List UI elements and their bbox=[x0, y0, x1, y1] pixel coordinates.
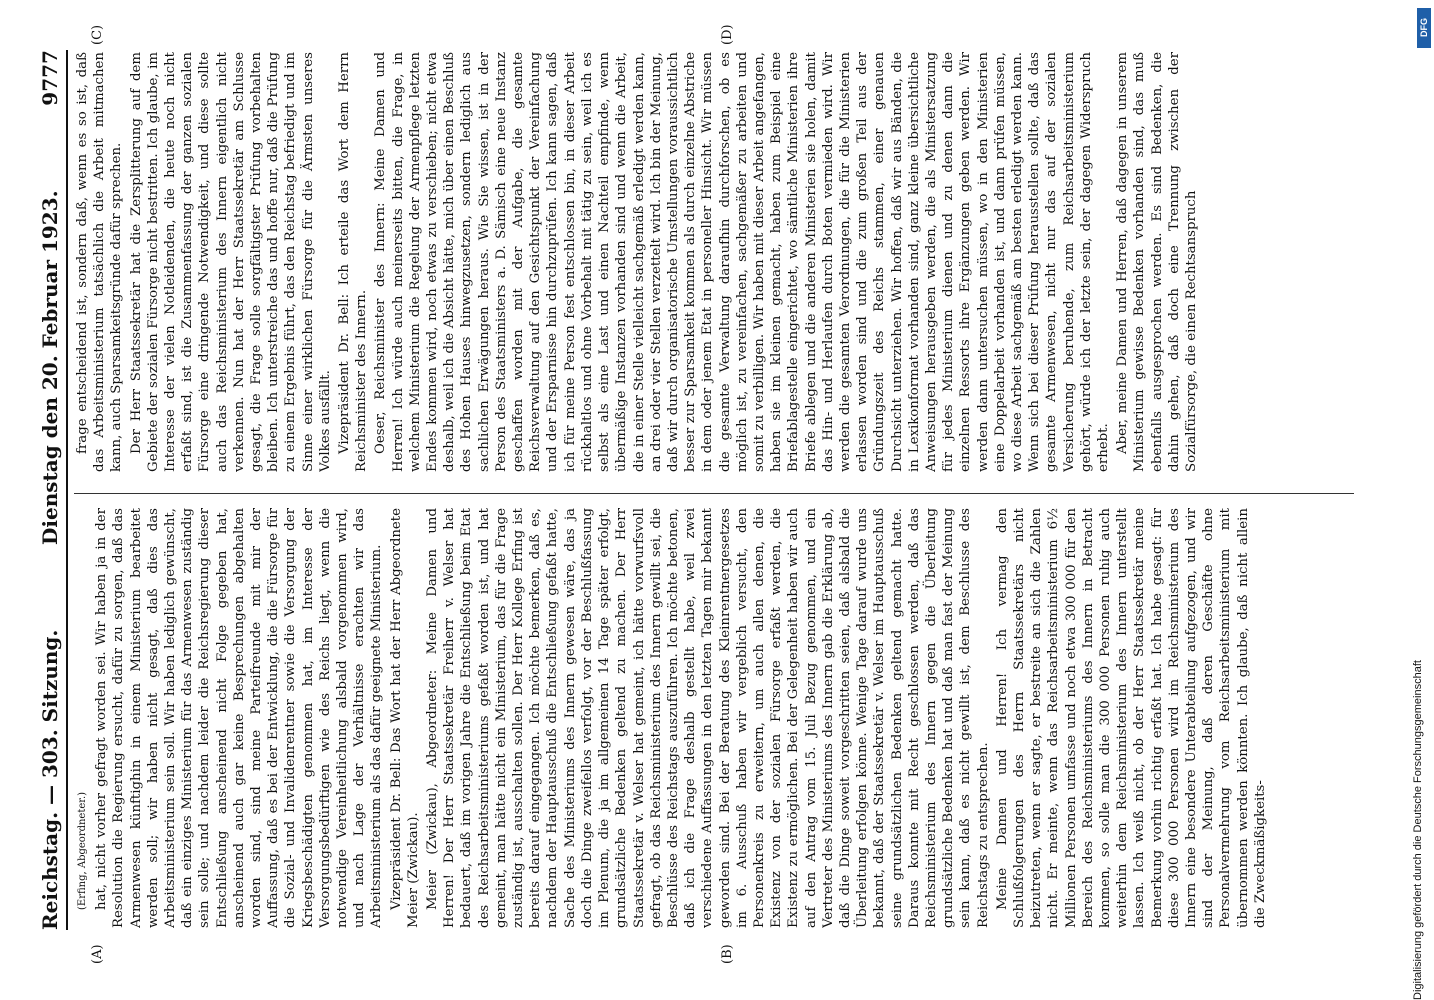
margin-mark-c: (C) bbox=[90, 24, 105, 45]
paragraph: Meier (Zwickau), Abgeordneter: Meine Damen und Herren! Der Herr Staatssekretär Freiherr v. Welser hat bedauert, daß im vorigen Jahre die Entschließung beim Etat des Reichsarbeitsministeriums gefaßt worden ist, und hat gemeint, man hätte nicht ein Ministerium, das für die Frage zuständig ist, ausschalten sollen. Der Herr Kollege Erfing ist bereits darauf eingegangen. Ich möchte bemerken, daß es, nachdem der Hauptausschuß die Entschließung gefaßt hatte, Sache des Ministeriums des Innern gewesen wäre, das ja doch die Dinge zweifellos verfolgt, vor der Beschlußfassung im Plenum, die ja im allgemeinen 14 Tage später erfolgt, grundsätzliche Bedenken geltend zu machen. Der Herr Staatssekretär v. Welser hat gemeint, ich hätte vorwurfsvoll gefragt, ob das Reichsministerium des Innern gewillt sei, die Beschlüsse des Reichstags auszuführen. Ich möchte betonen, daß ich die Frage deshalb gestellt habe, weil zwei verschiedene Auffassungen in den letzten Tagen mir bekannt geworden sind. Bei der Beratung des Kleinrentnergesetzes im 6. Ausschuß haben wir vergeblich versucht, den Personenkreis zu erweitern, um auch allen denen, die Existenz von der sozialen Fürsorge erfaßt werden, die Existenz zu ermöglichen. Bei der Gelegenheit haben wir auch auf den Antrag vom 15. Juli Bezug genommen, und ein Vertreter des Ministeriums des Innern gab die Erklärung ab, daß die Dinge soweit vorgeschritten seien, daß alsbald die Überleitung erfolgen könne. Wenige Tage darauf wurde uns bekannt, daß der Staatssekretär v. Welser im Hauptausschuß seine grundsätzlichen Bedenken geltend gemacht hatte. Daraus konnte mit Recht geschlossen werden, daß das Reichsministerium des Innern gegen die Überleitung grundsätzliche Bedenken hat und daß man fast der Meinung sein kann, daß es nicht gewillt ist, dem Beschlusse des Reichstags zu entsprechen. bbox=[425, 508, 991, 928]
column-divider bbox=[74, 493, 1354, 494]
paragraph: Vizepräsident Dr. Bell: Das Wort hat der Herr Abgeordnete Meier (Zwickau). bbox=[388, 508, 421, 928]
right-column bbox=[74, 52, 1364, 472]
paragraph: Meine Damen und Herren! Ich vermag den Schlußfolgerungen des Herrn Staatssekretärs nicht beizutreten, wenn er sagte, er bestreite an sich die Zahlen nicht. Er meinte, wenn das Reichsarbeitsministerium 6½ Millionen Personen umfasse und noch etwa 300 000 für den Bereich des Reichsministeriums des Innern in Betracht kommen, so solle man die 300 000 Personen ruhig auch weiterhin dem Reichsministerium des Innern unterstellt lassen. Ich weiß nicht, ob der Herr Staatssekretär meine Bemerkung vorhin richtig erfaßt hat. Ich habe gesagt: für diese 300 000 Personen wird im Reichsministerium des Innern eine besondere Unterabteilung aufgezogen, und wir sind der Meinung, daß deren Geschäfte ohne Personalvermehrung vom Reichsarbeitsministerium mit übernommen werden könnten. Ich glaube, daß nicht allein die Zweckmäßigkeits- bbox=[994, 508, 1268, 928]
paragraph: Oeser, Reichsminister des Innern: Meine Damen und Herren! Ich würde auch meinerseits bitten, die Frage, in welchem Ministerium die Regelung der Armenpflege letzten Endes kommen wird, noch etwas zu verschieben; nicht etwa deshalb, weil ich die Absicht hätte, mich über einen Beschluß des Hohen Hauses hinwegzusetzen, sondern lediglich aus sachlichen Erwägungen heraus. Wie Sie wissen, ist in der Person des Staatsministers a. D. Sämisch eine neue Instanz geschaffen worden mit der Aufgabe, die gesamte Reichsverwaltung auf den Gesichtspunkt der Vereinfachung und der Ersparnisse hin durchzuprüfen. Ich kann sagen, daß ich für meine Person fest entschlossen bin, in dieser Arbeit rückhaltlos und ohne Vorbehalt mit tätig zu sein, weil ich es selbst als eine Last und einen Nachteil empfinde, wenn übermäßige Instanzen vorhanden sind und wenn die Arbeit, die in einer Stelle vielleicht sachgemäß erledigt werden kann, an drei oder vier Stellen verzettelt wird. Ich bin der Meinung, daß wir durch organisatorische Umstellungen voraussichtlich besser zur Sparsamkeit kommen als durch einzelne Abstriche in dem oder jenem Etat in personeller Hinsicht. Wir müssen die gesamte Verwaltung daraufhin durchforschen, ob es möglich ist, zu vereinfachen, sachgemäßer zu arbeiten und somit zu verbilligen. Wir haben mit dieser Arbeit angefangen, haben sie im kleinen gemacht, haben zum Beispiel eine Briefablagestelle eingerichtet, wo sämtliche Ministerien ihre Briefe ablegen und die anderen Ministerien sie holen, damit das Hin- und Herlaufen durch Boten vermieden wird. Wir werden die gesamten Verordnungen, die für die Ministerien erlassen worden sind und die zum großen Teil aus der Gründungszeit des Reichs stammen, einer genauen Durchsicht unterziehen. Wir hoffen, daß wir aus Bänden, die in Lexikonformat vorhanden sind, ganz kleine übersichtliche Anweisungen herausgeben werden, die als Ministersatzung für jedes Ministerium dienen und zu denen dann die einzelnen Ressorts ihre Ergänzungen geben werden. Wir werden dann untersuchen müssen, wo in den Ministerien eine Doppelarbeit vorhanden ist, und dann prüfen müssen, wo diese Arbeit sachgemäß am besten erledigt werden kann. Wenn sich bei dieser Prüfung herausstellen sollte, daß das gesamte Armenwesen, nicht nur das auf der sozialen Versicherung beruhende, zum Reichsarbeitsministerium gehört, würde ich der letzte sein, der dagegen Widerspruch erhebt. bbox=[373, 52, 1111, 472]
paragraph: hat, nicht vorher gefragt worden sei. Wir haben ja in der Resolution die Regierung ersucht, dafür zu sorgen, daß das Armenwesen künftighin in einem Ministerium bearbeitet werden soll; wir haben nicht gesagt, daß dies das Arbeitsministerium sein soll. Wir haben lediglich gewünscht, daß ein einziges Ministerium für das Armenwesen zuständig sein solle; und nachdem leider die Reichsregierung dieser Entschließung anscheinend nicht Folge gegeben hat, anscheinend auch gar keine Besprechungen abgehalten worden sind, sind meine Parteifreunde mit mir der Auffassung, daß es bei der Entwicklung, die die Fürsorge für die Sozial- und Invalidenrentner sowie die Versorgung der Kriegsbeschädigten genommen hat, im Interesse der Versorgungsbedürftigen wie des Reichs liegt, wenn die notwendige Vereinheitlichung alsbald vorgenommen wird, und nach Lage der Verhältnisse erachten wir das Arbeitsministerium als das dafür geeignete Ministerium. bbox=[94, 508, 385, 928]
speaker-note: (Erfing, Abgeordneter.) bbox=[77, 791, 88, 910]
paragraph: Vizepräsident Dr. Bell: Ich erteile das Wort dem Herrn Reichsminister des Innern. bbox=[337, 52, 370, 472]
page-number: 9777 bbox=[38, 50, 62, 106]
digitization-credit: Digitalisierung gefördert durch die Deutsche Forschungsgemeinschaft bbox=[1412, 660, 1424, 1000]
left-column bbox=[74, 508, 1364, 928]
margin-mark-d: (D) bbox=[720, 24, 735, 45]
paragraph: frage entscheidend ist, sondern daß, wenn es so ist, daß das Arbeitsministerium tatsächlich die Arbeit mitmachen kann, auch Sparsamkeitsgründe dafür sprechen. bbox=[75, 52, 125, 472]
paragraph: Aber, meine Damen und Herren, daß dagegen in unserem Ministerium gewisse Bedenken vorhanden sind, das muß ebenfalls ausgesprochen werden. Es sind Bedenken, die dahin gehen, daß doch eine Trennung zwischen der Sozialfürsorge, die einen Rechtsanspruch bbox=[1115, 52, 1199, 472]
header-center: Dienstag den 20. Februar 1923. bbox=[38, 190, 62, 545]
dfg-logo: DFG bbox=[1417, 8, 1431, 48]
margin-mark-a: (A) bbox=[90, 944, 105, 964]
header-left: Reichstag. — 303. Sitzung. bbox=[38, 629, 62, 930]
margin-mark-b: (B) bbox=[720, 944, 735, 964]
page-header bbox=[22, 50, 68, 930]
paragraph: Der Herr Staatssekretär hat die Zersplitterung auf dem Gebiete der sozialen Fürsorge nicht bestritten. Ich glaube, im Interesse der vielen Notleidenden, die heute noch nicht erfaßt sind, ist die Zusammenfassung der ganzen sozialen Fürsorge eine dringende Notwendigkeit, und diese sollte auch das Reichsministerium des Innern eigentlich nicht verkennen. Nun hat der Herr Staatssekretär am Schlusse gesagt, die Frage solle sorgfältigster Prüfung vorbehalten bleiben. Ich unterstreiche das und hoffe nur, daß die Prüfung zu einem Ergebnis führt, das den Reichstag befriedigt und im Sinne einer wirklichen Fürsorge für die Ärmsten unseres Volkes ausfällt. bbox=[128, 52, 333, 472]
